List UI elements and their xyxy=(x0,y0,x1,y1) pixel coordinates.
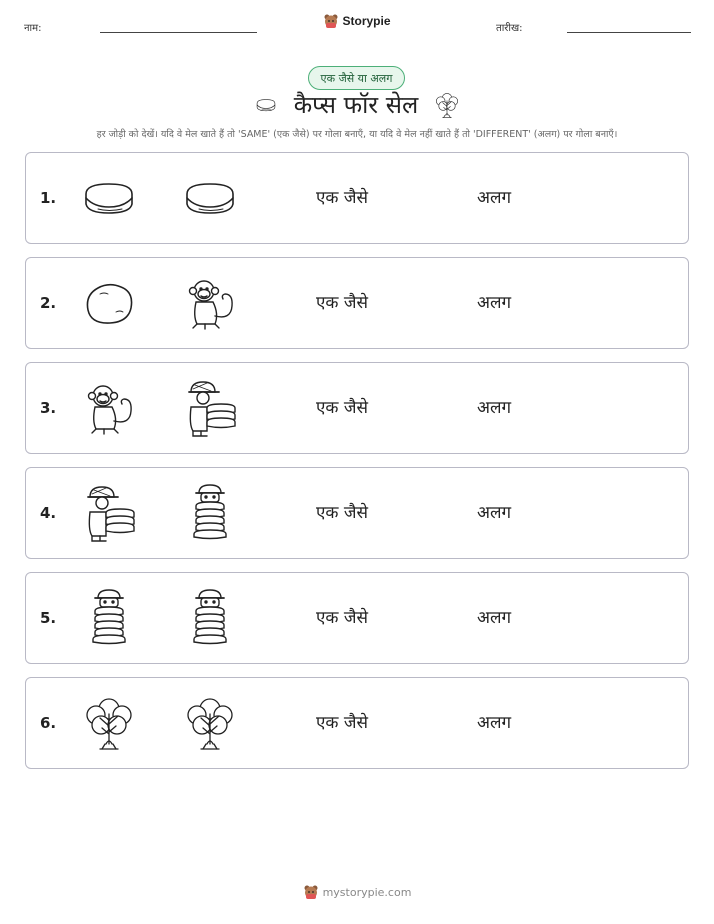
option-different[interactable]: अलग xyxy=(477,713,512,733)
cap-seller-icon xyxy=(78,482,140,544)
option-same[interactable]: एक जैसे xyxy=(316,188,368,208)
footer-url[interactable]: mystorypie.com xyxy=(322,885,412,899)
page-title: कैप्स फॉर सेल xyxy=(293,91,419,119)
bear-icon xyxy=(323,13,339,29)
date-line[interactable] xyxy=(567,32,691,33)
option-same[interactable]: एक जैसे xyxy=(316,503,368,523)
option-different[interactable]: अलग xyxy=(477,608,512,628)
question-number: 5. xyxy=(40,609,57,627)
tree-icon xyxy=(179,692,241,754)
tree-icon xyxy=(78,692,140,754)
option-different[interactable]: अलग xyxy=(477,293,512,313)
question-number: 2. xyxy=(40,294,57,312)
date-label: तारीख: xyxy=(496,23,523,34)
question-row-2 xyxy=(25,257,689,349)
question-row-3 xyxy=(25,362,689,454)
option-same[interactable]: एक जैसे xyxy=(316,608,368,628)
question-number: 1. xyxy=(40,189,57,207)
question-row-1 xyxy=(25,152,689,244)
name-line[interactable] xyxy=(100,32,257,33)
cap-seller-icon xyxy=(179,377,241,439)
title-row xyxy=(0,88,714,121)
option-same[interactable]: एक जैसे xyxy=(316,713,368,733)
question-number: 4. xyxy=(40,504,57,522)
cap-icon xyxy=(252,93,280,117)
question-row-4 xyxy=(25,467,689,559)
monkey-icon xyxy=(78,377,140,439)
cap-stack-icon xyxy=(179,482,241,544)
option-different[interactable]: अलग xyxy=(477,188,512,208)
option-same[interactable]: एक जैसे xyxy=(316,293,368,313)
cap-stack-icon xyxy=(78,587,140,649)
tree-icon xyxy=(432,90,462,120)
name-label: नाम: xyxy=(24,23,42,34)
bear-icon xyxy=(303,884,319,900)
option-different[interactable]: अलग xyxy=(477,398,512,418)
question-number: 3. xyxy=(40,399,57,417)
question-row-6 xyxy=(25,677,689,769)
cap-icon xyxy=(179,167,241,229)
brand-name: Storypie xyxy=(342,14,391,28)
footer xyxy=(0,884,714,900)
instructions: हर जोड़ी को देखें। यदि वे मेल खाते हैं तो 'SAME' (एक जैसे) पर गोला बनाएँ, या यदि वे मेल नहीं खाते हैं तो 'DIFFERENT' (अलग) पर गोला बनाएँ। xyxy=(96,129,618,140)
rock-icon xyxy=(78,272,140,334)
brand-logo xyxy=(0,13,714,29)
option-same[interactable]: एक जैसे xyxy=(316,398,368,418)
cap-icon xyxy=(78,167,140,229)
cap-stack-icon xyxy=(179,587,241,649)
option-different[interactable]: अलग xyxy=(477,503,512,523)
question-number: 6. xyxy=(40,714,57,732)
worksheet-badge: एक जैसे या अलग xyxy=(308,66,405,90)
monkey-icon xyxy=(179,272,241,334)
question-row-5 xyxy=(25,572,689,664)
